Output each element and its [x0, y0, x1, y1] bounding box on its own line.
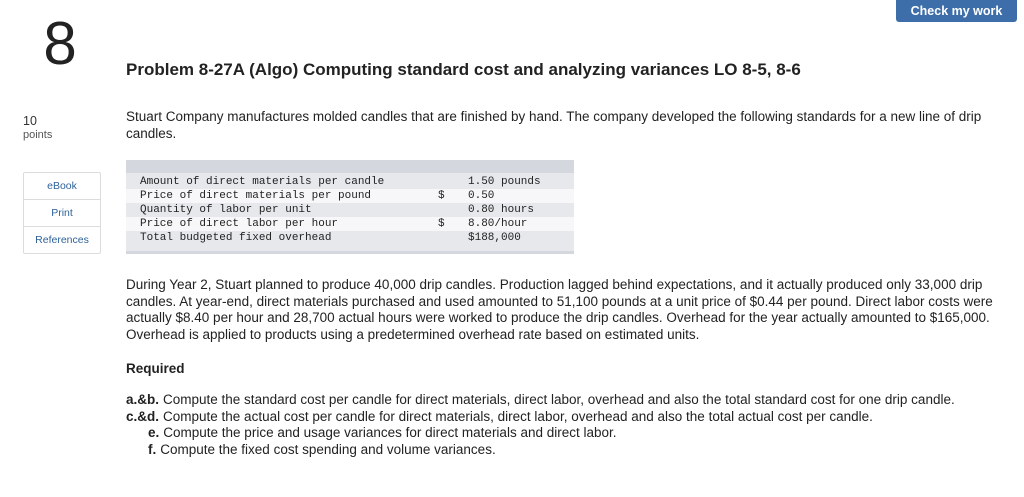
points-value: 10	[23, 114, 37, 128]
standard-value: 0.50	[468, 190, 495, 202]
problem-details: During Year 2, Stuart planned to produce 40,000 drip candles. Production lagged behind expectations, and it actually produced only 33,000 drip candles. At year-end, direct materials purchased and used amounted to 51,100 pounds at a unit price of $0.44 per pound. Direct labor costs were actually $8.40 per hour and 28,700 actual hours were worked to produce the drip candles. Overhead for the year actually amounted to $165,000. Overhead is applied to products using a predetermined overhead rate based on estimated units.	[126, 277, 993, 342]
standard-label: Amount of direct materials per candle	[140, 176, 385, 188]
requirement-item	[126, 409, 996, 426]
standards-table-header	[126, 160, 574, 173]
requirement-text: Compute the actual cost per candle for direct materials, direct labor, overhead and also the total actual cost per candle.	[163, 408, 873, 424]
requirement-item	[126, 392, 996, 409]
standards-table	[126, 160, 574, 254]
standards-row	[126, 231, 574, 245]
standard-currency: $	[438, 190, 445, 202]
standard-label: Quantity of labor per unit	[140, 204, 312, 216]
requirement-text: Compute the standard cost per candle for direct materials, direct labor, overhead and also the total standard cost for one drip candle.	[163, 392, 955, 407]
check-my-work-button[interactable]: Check my work	[896, 0, 1017, 22]
requirement-item	[126, 442, 996, 459]
requirement-item	[126, 425, 996, 442]
standards-row	[126, 203, 574, 217]
standard-label: Price of direct materials per pound	[140, 190, 372, 202]
points-label: points	[23, 129, 53, 141]
sidebar-menu	[23, 172, 101, 254]
standard-label: Total budgeted fixed overhead	[140, 232, 332, 244]
print-link[interactable]: Print	[24, 200, 100, 227]
requirement-text: Compute the price and usage variances for direct materials and direct labor.	[163, 425, 617, 440]
requirement-text: Compute the fixed cost spending and volume variances.	[160, 441, 496, 457]
standard-currency: $	[438, 218, 445, 230]
standards-row	[126, 217, 574, 231]
question-number: 8	[43, 10, 77, 77]
standard-value: 0.80 hours	[468, 204, 535, 216]
standards-row	[126, 175, 574, 189]
standard-value: $188,000	[468, 232, 521, 244]
standard-value: 8.80/hour	[468, 218, 528, 230]
standard-value: 1.50 pounds	[468, 176, 541, 188]
standards-table-footer	[126, 251, 574, 254]
required-heading: Required	[126, 361, 185, 376]
standard-label: Price of direct labor per hour	[140, 218, 339, 230]
references-link[interactable]: References	[35, 234, 89, 246]
requirement-key: a.&b.	[126, 392, 160, 407]
problem-intro: Stuart Company manufactures molded candles that are finished by hand. The company developed the following standards for a new line of drip candles.	[126, 109, 982, 141]
standards-row	[126, 189, 574, 203]
requirement-key: e.	[148, 425, 160, 440]
requirements-list	[126, 392, 996, 458]
requirement-key: c.&d.	[126, 408, 160, 424]
problem-title: Problem 8-27A (Algo) Computing standard cost and analyzing variances LO 8-5, 8-6	[126, 60, 801, 79]
requirement-key: f.	[148, 441, 157, 457]
ebook-link[interactable]: eBook	[24, 173, 100, 200]
